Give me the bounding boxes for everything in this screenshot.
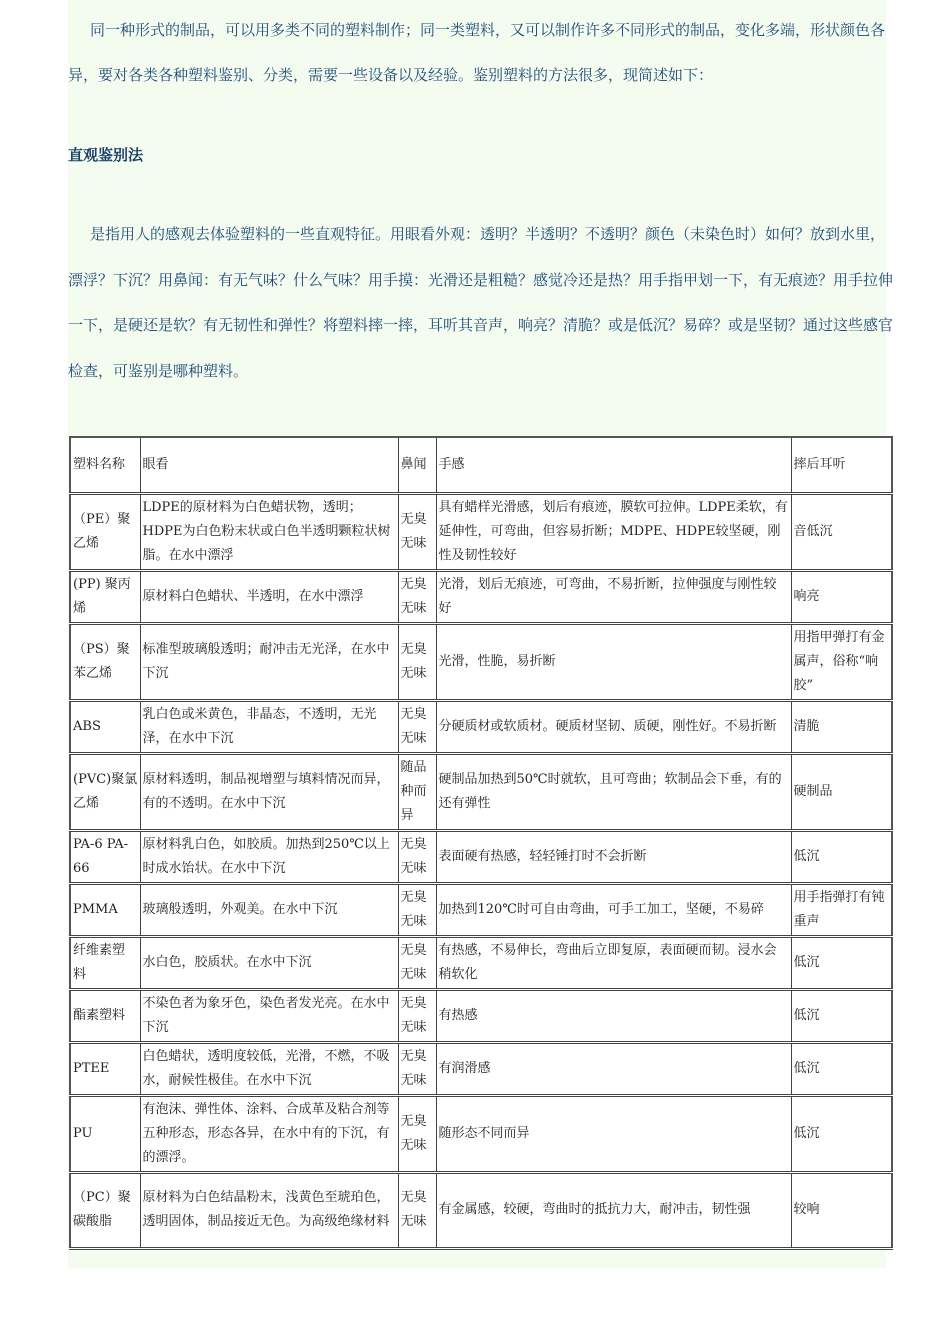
cell-smell: 无臭无味	[398, 830, 436, 883]
cell-touch: 分硬质材或软质材。硬质材坚韧、质硬，刚性好。不易折断	[436, 700, 791, 753]
section-paragraph	[68, 212, 894, 394]
cell-look: 原材料为白色结晶粉末，浅黄色至琥珀色，透明固体，制品接近无色。为高级绝缘材料	[140, 1172, 398, 1248]
cell-smell: 无臭无味	[398, 700, 436, 753]
cell-smell: 随品种而异	[398, 753, 436, 830]
intro-text: 同一种形式的制品，可以用多类不同的塑料制作；同一类塑料，又可以制作许多不同形式的制品，变化多端，形状颜色各异，要对各类各种塑料鉴别、分类，需要一些设备以及经验。鉴别塑料的方法很多，现简述如下：	[68, 21, 886, 84]
plastic-identification-table	[69, 436, 893, 1250]
cell-smell: 无臭无味	[398, 1042, 436, 1095]
cell-look: 乳白色或米黄色，非晶态，不透明，无光泽，在水中下沉	[140, 700, 398, 753]
cell-sound: 低沉	[791, 1095, 892, 1172]
table-row	[70, 623, 892, 700]
cell-look: 标准型玻璃般透明；耐冲击无光泽，在水中下沉	[140, 623, 398, 700]
cell-name: (PP) 聚丙烯	[70, 570, 140, 623]
cell-look: 原材料透明，制品视增塑与填料情况而异，有的不透明。在水中下沉	[140, 753, 398, 830]
cell-look: 白色蜡状，透明度较低，光滑，不燃，不吸水，耐候性极佳。在水中下沉	[140, 1042, 398, 1095]
cell-name: ABS	[70, 700, 140, 753]
cell-look: 不染色者为象牙色，染色者发光亮。在水中下沉	[140, 989, 398, 1042]
table-row	[70, 1042, 892, 1095]
cell-touch: 光滑，性脆，易折断	[436, 623, 791, 700]
cell-sound: 用手指弹打有钝重声	[791, 883, 892, 936]
cell-look: 玻璃般透明，外观美。在水中下沉	[140, 883, 398, 936]
cell-sound: 清脆	[791, 700, 892, 753]
table-row	[70, 883, 892, 936]
cell-smell: 无臭无味	[398, 989, 436, 1042]
table-row	[70, 989, 892, 1042]
cell-look: 水白色，胶质状。在水中下沉	[140, 936, 398, 989]
header-cell-touch: 手感	[436, 437, 791, 493]
cell-smell: 无臭无味	[398, 1172, 436, 1248]
table-row	[70, 753, 892, 830]
section-text: 是指用人的感观去体验塑料的一些直观特征。用眼看外观：透明？半透明？不透明？颜色（未染色时）如何？放到水里，漂浮？下沉？用鼻闻：有无气味？什么气味？用手摸：光滑还是粗糙？感觉冷还是热？用手指甲划一下，有无痕迹？用手拉伸一下，是硬还是软？有无韧性和弹性？将塑料摔一摔，耳听其音声，响亮？清脆？或是低沉？易碎？或是坚韧？通过这些感官检查，可鉴别是哪种塑料。	[68, 225, 894, 380]
cell-touch: 有热感，不易伸长，弯曲后立即复原，表面硬而韧。浸水会稍软化	[436, 936, 791, 989]
cell-look: 有泡沫、弹性体、涂料、合成革及粘合剂等五种形态，形态各异，在水中有的下沉，有的漂浮。	[140, 1095, 398, 1172]
cell-name: （PS）聚苯乙烯	[70, 623, 140, 700]
intro-paragraph	[68, 8, 890, 98]
cell-name: 纤维素塑料	[70, 936, 140, 989]
cell-touch: 具有蜡样光滑感，划后有痕迹，膜软可拉伸。LDPE柔软，有延伸性，可弯曲，但容易折断；MDPE、HDPE较坚硬，刚性及韧性较好	[436, 493, 791, 570]
cell-sound: 低沉	[791, 936, 892, 989]
cell-touch: 表面硬有热感，轻轻锤打时不会折断	[436, 830, 791, 883]
cell-name: (PVC)聚氯乙烯	[70, 753, 140, 830]
cell-smell: 无臭无味	[398, 883, 436, 936]
cell-sound: 较响	[791, 1172, 892, 1248]
cell-touch: 有金属感，较硬，弯曲时的抵抗力大，耐冲击，韧性强	[436, 1172, 791, 1248]
table-row	[70, 493, 892, 570]
cell-name: PTEE	[70, 1042, 140, 1095]
cell-smell: 无臭无味	[398, 936, 436, 989]
cell-touch: 硬制品加热到50℃时就软，且可弯曲；软制品会下垂，有的还有弹性	[436, 753, 791, 830]
cell-look: 原材料乳白色，如胶质。加热到250℃以上时成水饴状。在水中下沉	[140, 830, 398, 883]
cell-smell: 无臭无味	[398, 493, 436, 570]
cell-sound: 响亮	[791, 570, 892, 623]
cell-smell: 无臭无味	[398, 623, 436, 700]
cell-touch: 有热感	[436, 989, 791, 1042]
cell-sound: 音低沉	[791, 493, 892, 570]
table-row	[70, 570, 892, 623]
cell-touch: 光滑，划后无痕迹，可弯曲，不易折断，拉伸强度与刚性较好	[436, 570, 791, 623]
cell-sound: 硬制品	[791, 753, 892, 830]
cell-smell: 无臭无味	[398, 570, 436, 623]
cell-name: （PE）聚乙烯	[70, 493, 140, 570]
cell-name: PMMA	[70, 883, 140, 936]
table-row	[70, 1172, 892, 1248]
cell-name: PA-6 PA-66	[70, 830, 140, 883]
cell-sound: 低沉	[791, 989, 892, 1042]
table-row	[70, 830, 892, 883]
cell-smell: 无臭无味	[398, 1095, 436, 1172]
section-heading: 直观鉴别法	[68, 146, 144, 164]
header-cell-name: 塑料名称	[70, 437, 140, 493]
table-header-row	[70, 437, 892, 493]
table-row	[70, 1095, 892, 1172]
cell-sound: 低沉	[791, 830, 892, 883]
cell-touch: 有润滑感	[436, 1042, 791, 1095]
cell-look: LDPE的原材料为白色蜡状物，透明；HDPE为白色粉末状或白色半透明颗粒状树脂。在水中漂浮	[140, 493, 398, 570]
cell-touch: 随形态不同而异	[436, 1095, 791, 1172]
cell-look: 原材料白色蜡状、半透明，在水中漂浮	[140, 570, 398, 623]
cell-sound: 低沉	[791, 1042, 892, 1095]
table-row	[70, 700, 892, 753]
cell-name: PU	[70, 1095, 140, 1172]
header-cell-sound: 摔后耳听	[791, 437, 892, 493]
header-cell-look: 眼看	[140, 437, 398, 493]
cell-name: （PC）聚碳酸脂	[70, 1172, 140, 1248]
cell-name: 酯素塑料	[70, 989, 140, 1042]
cell-touch: 加热到120℃时可自由弯曲，可手工加工，坚硬，不易碎	[436, 883, 791, 936]
cell-sound: 用指甲弹打有金属声，俗称“响胶”	[791, 623, 892, 700]
table-row	[70, 936, 892, 989]
header-cell-smell: 鼻闻	[398, 437, 436, 493]
